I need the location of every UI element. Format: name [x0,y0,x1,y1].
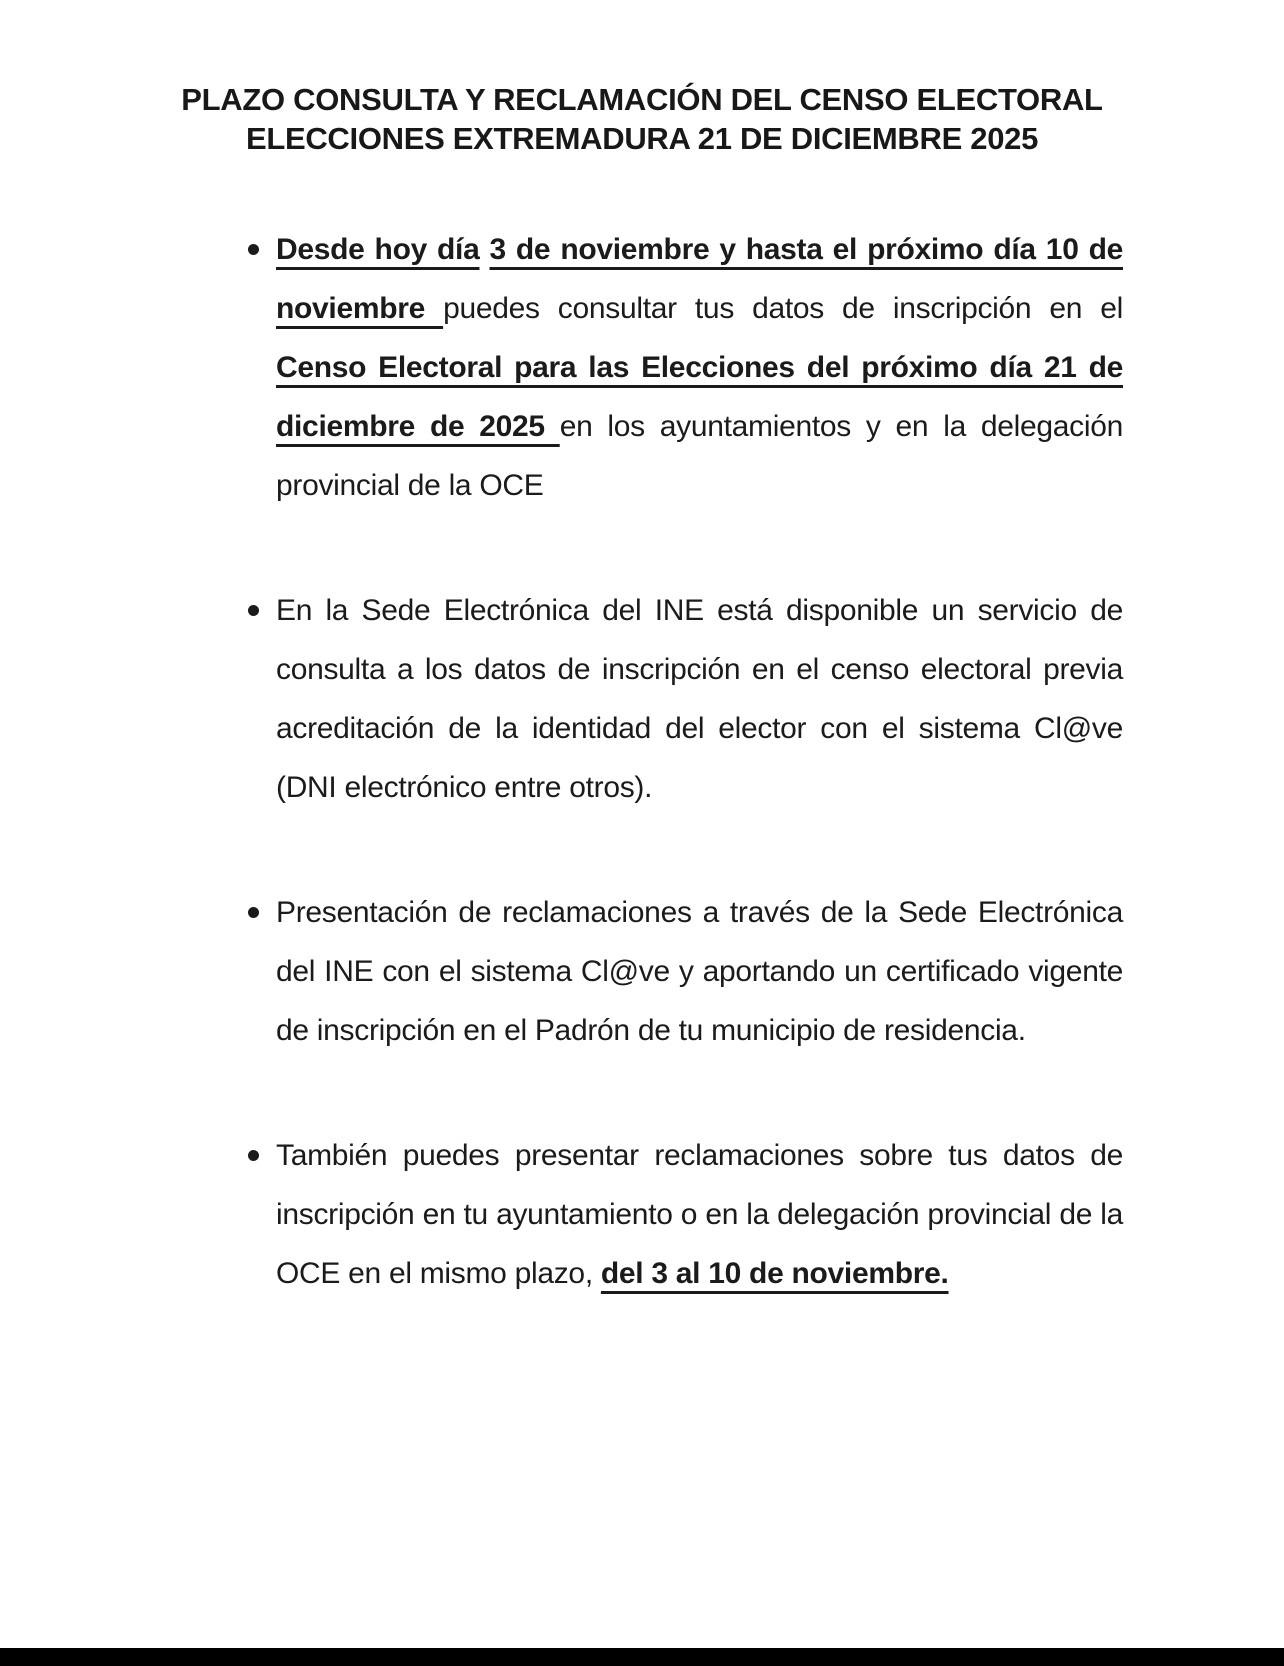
bullet-item-consulta-plazo [247,220,1123,515]
bullet-icon [248,244,259,255]
text-run [479,233,489,266]
document-title [0,0,1284,158]
text-run: En la Sede Electrónica del INE está disponible un servicio de consulta a los datos de inscripción en el censo electoral previa acreditación de la identidad del elector con el sistema Cl@ve (DNI electrónico entre otros). [276,594,1123,804]
text-run: Presentación de reclamaciones a través de la Sede Electrónica del INE con el sistema Cl@ve y aportando un certificado vigente de inscripción en el Padrón de tu municipio de residencia. [276,896,1123,1047]
title-line-1: PLAZO CONSULTA Y RECLAMACIÓN DEL CENSO ELECTORAL [181,82,1103,117]
bullet-list [247,220,1123,1303]
bullet-item-reclamaciones-ine [247,883,1123,1060]
bullet-item-reclamaciones-ayuntamiento [247,1126,1123,1303]
text-run: También puedes presentar reclamaciones sobre tus datos de inscripción en tu ayuntamiento o en la delegación provincial de la OCE en el mismo plazo, [276,1139,1123,1290]
text-run: Desde hoy día [276,233,480,266]
text-run: del 3 al 10 de noviembre. [600,1257,949,1290]
title-line-2: ELECCIONES EXTREMADURA 21 DE DICIEMBRE 2025 [245,121,1039,156]
bullet-item-sede-electronica [247,581,1123,817]
text-run: puedes consultar tus datos de inscripción en el [443,292,1123,325]
text-run: Censo Electoral para las Elecciones del próximo día 21 de diciembre de 2025 [276,351,1123,443]
text-run: 3 de noviembre y hasta el próximo día 10 de noviembre [276,233,1124,325]
text-run: en los ayuntamientos y en la delegación provincial de la OCE [276,410,1123,502]
bullet-icon [248,1150,259,1161]
bullet-icon [248,907,259,918]
bottom-black-bar [0,1648,1284,1666]
bullet-icon [248,605,259,616]
